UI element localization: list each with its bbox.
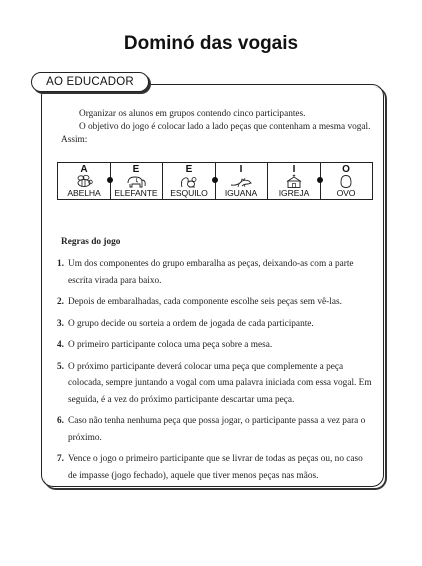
domino-word: ABELHA xyxy=(67,188,101,198)
rule-text: Vence o jogo o primeiro participante que se livrar de todas as peças ou, no caso de impasse (jogo fechado), aquele que tiver menos peças nas mãos. xyxy=(68,454,363,481)
rule-item xyxy=(57,294,373,311)
rule-number: 2. xyxy=(57,297,64,307)
domino-piece xyxy=(267,162,373,200)
domino-vowel: I xyxy=(239,164,243,175)
intro-paragraph-2: O objetivo do jogo é colocar lado a lado peças que contenham a mesma vogal. Assim: xyxy=(61,122,371,145)
rule-number: 1. xyxy=(57,259,64,269)
rule-number: 5. xyxy=(57,361,64,372)
domino-word: IGREJA xyxy=(278,188,310,198)
domino-half xyxy=(110,163,162,199)
rule-number: 3. xyxy=(57,318,64,329)
intro-paragraph-1: Organizar os alunos em grupos contendo cinco participantes. xyxy=(79,109,306,119)
rule-text: O próximo participante deverá colocar uma peça que complemente a peça colocada, sempre juntando a vogal com uma palavra iniciada com essa vogal. Em seguida, é a vez do próximo participante descartar uma peça. xyxy=(68,361,372,405)
rules-title: Regras do jogo xyxy=(61,237,121,247)
rule-number: 6. xyxy=(57,416,64,426)
domino-vowel: E xyxy=(185,164,193,175)
domino-vowel: I xyxy=(292,164,296,175)
rule-number: 7. xyxy=(57,454,64,464)
rule-item xyxy=(57,359,373,409)
domino-vowel: A xyxy=(80,164,88,175)
domino-piece xyxy=(162,162,268,200)
section-tab xyxy=(31,72,149,92)
section-tab-label: AO EDUCADOR xyxy=(46,76,134,88)
domino-piece xyxy=(57,162,163,200)
domino-vowel: E xyxy=(132,164,140,175)
rule-text: Um dos componentes do grupo embaralha as peças, deixando-as com a parte escrita virada para baixo. xyxy=(68,259,354,286)
rule-text: Caso não tenha nenhuma peça que possa jogar, o participante passa a vez para o próximo. xyxy=(68,416,366,443)
intro-text xyxy=(61,108,371,147)
domino-half xyxy=(215,163,267,199)
rule-item xyxy=(57,451,373,484)
iguana-icon xyxy=(229,174,253,188)
church-icon xyxy=(282,174,306,188)
rule-item xyxy=(57,337,373,354)
squirrel-icon xyxy=(177,174,201,188)
rule-item xyxy=(57,256,373,289)
rule-item xyxy=(57,413,373,446)
domino-half xyxy=(58,163,110,199)
rule-text: O primeiro participante coloca uma peça sobre a mesa. xyxy=(68,340,273,350)
page-title: Dominó das vogais xyxy=(123,33,299,54)
rule-text: O grupo decide ou sorteia a ordem de jogada de cada participante. xyxy=(68,318,314,329)
domino-word: OVO xyxy=(336,188,356,198)
domino-word: ELEFANTE xyxy=(114,188,158,198)
rules-list xyxy=(57,256,373,489)
domino-word: IGUANA xyxy=(224,188,258,198)
domino-half xyxy=(320,163,372,199)
domino-vowel: O xyxy=(342,164,350,175)
elephant-icon xyxy=(124,174,148,188)
rule-item xyxy=(57,316,373,333)
rule-text: Depois de embaralhadas, cada componente escolhe seis peças sem vê-las. xyxy=(68,297,342,307)
domino-word: ESQUILO xyxy=(170,188,208,198)
domino-half xyxy=(268,163,320,199)
rule-number: 4. xyxy=(57,340,64,350)
egg-icon xyxy=(334,174,358,188)
bee-icon xyxy=(72,174,96,188)
domino-half xyxy=(163,163,215,199)
